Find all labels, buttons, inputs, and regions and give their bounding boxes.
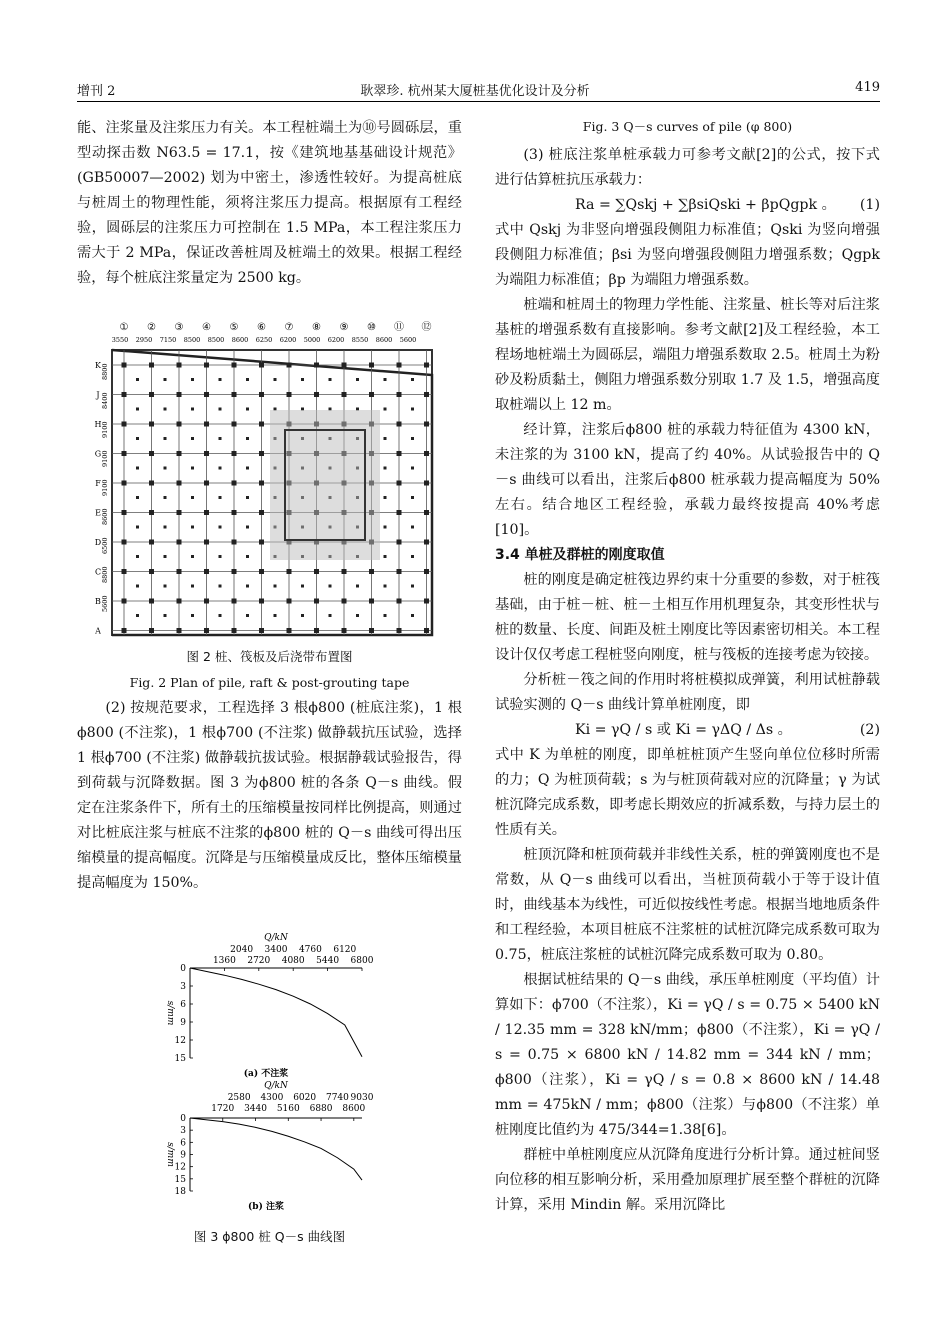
paragraph-10: 桩顶沉降和桩顶荷载并非线性关系，桩的弹簧刚度也不是常数，从 Q－s 曲线可以看出，当桩顶荷载小于等于设计值时，曲线基本为线性，可近似按线性考虑。根据当地地质条件和工程经验，本项目桩底不注浆桩的试桩沉降完成系数可取为 0.75，桩底注浆桩的试桩沉降完成系数可取为 0.80。 xyxy=(495,847,880,963)
pile-cap xyxy=(204,481,209,486)
plan-top-dimension: 6250 xyxy=(255,336,273,344)
plan-row-letter: F xyxy=(95,479,101,488)
plan-axis-number: ⑦ xyxy=(284,322,294,333)
pile-cap xyxy=(314,628,319,633)
pile-cap xyxy=(424,363,429,368)
chart-tick-top: 7740 xyxy=(325,1093,349,1103)
paragraph-1: 能、注浆量及注浆压力有关。本工程桩端土为⑩号圆砾层，重型动探击数 N63.5 = 17.1，按《建筑地基基础设计规范》(GB50007—2002) 划为中密土，渗透性较好。为提高桩底与桩周土的物理性能，须将注浆压力提高。根据原有工程经验，圆砾层的注浆压力可控制在 1.5 MPa，本工程注浆压力需大于 2 MPa，保证改善桩周及桩端土的效果。根据工程经验，每个桩底注浆量定为 2500 kg。 xyxy=(77,120,462,286)
pile-cap xyxy=(397,451,402,456)
plan-row-letter: D xyxy=(94,538,102,547)
pile-cap xyxy=(384,496,387,499)
pile-cap xyxy=(411,555,414,558)
pile-cap xyxy=(177,510,182,515)
pile-cap xyxy=(219,526,222,529)
chart-y-tick: 12 xyxy=(174,1036,186,1046)
qs-curve xyxy=(190,1118,362,1180)
pile-cap xyxy=(246,614,249,617)
pile-cap xyxy=(164,555,167,558)
pile-cap xyxy=(301,585,304,588)
pile-cap xyxy=(314,569,319,574)
pile-cap xyxy=(397,628,402,633)
equation-2-number: (2) xyxy=(859,722,880,738)
pile-cap xyxy=(369,628,374,633)
plan-top-dimension: 8550 xyxy=(351,336,369,344)
pile-cap xyxy=(232,422,237,427)
equation-1 xyxy=(495,193,880,218)
pile-cap xyxy=(356,585,359,588)
pile-cap xyxy=(219,437,222,440)
pile-cap xyxy=(397,569,402,574)
pile-cap xyxy=(384,555,387,558)
pile-cap xyxy=(424,540,429,545)
chart-tick-top: 2580 xyxy=(227,1093,251,1103)
pile-cap xyxy=(149,628,154,633)
pile-cap xyxy=(246,408,249,411)
pile-cap xyxy=(219,496,222,499)
pile-cap xyxy=(384,526,387,529)
equation-1-number: (1) xyxy=(859,197,880,213)
chart-y-tick: 9 xyxy=(180,1150,186,1161)
pile-cap xyxy=(164,378,167,381)
pile-cap xyxy=(219,378,222,381)
pile-cap xyxy=(246,496,249,499)
pile-cap xyxy=(122,540,127,545)
chart-y-tick: 6 xyxy=(180,1000,186,1010)
pile-cap xyxy=(342,628,347,633)
chart-tick-bottom: 4080 xyxy=(281,956,305,966)
pile-cap xyxy=(287,569,292,574)
left-column xyxy=(77,116,462,291)
pile-cap xyxy=(411,614,414,617)
chart-y-tick: 3 xyxy=(180,1126,186,1137)
pile-cap xyxy=(259,481,264,486)
pile-cap xyxy=(384,614,387,617)
pile-cap xyxy=(136,614,139,617)
pile-cap xyxy=(411,437,414,440)
paragraph-2: (2) 按规范要求，工程选择 3 根ϕ800 (桩底注浆)，1 根ϕ800 (不注浆)，1 根ϕ700 (不注浆) 做静载抗压试验，选择 1 根ϕ700 (不注浆) 做静载抗拔试验。根据静载试验报告，得到荷载与沉降数据。图 3 为ϕ800 桩的各条 Q－s 曲线。假定在注浆条件下，所有土的压缩模量按同样比例提高，则通过对比桩底注浆与桩底不注浆的ϕ800 桩的 Q－s 曲线可得出压缩模量的提高幅度。沉降是与压缩模量成反比，整体压缩模量提高幅度为 150%。 xyxy=(77,700,462,891)
pile-cap xyxy=(232,569,237,574)
plan-axis-number: ⑫ xyxy=(421,322,432,333)
pile-cap xyxy=(177,569,182,574)
pile-cap xyxy=(232,599,237,604)
chart-y-tick: 0 xyxy=(180,964,186,974)
plan-axis-number: ② xyxy=(147,322,156,333)
pile-cap xyxy=(397,392,402,397)
pile-cap xyxy=(397,599,402,604)
pile-cap xyxy=(164,437,167,440)
pile-cap xyxy=(177,451,182,456)
chart-not-grouted xyxy=(165,933,374,1079)
pile-cap xyxy=(191,555,194,558)
paragraph-6: 经计算，注浆后ϕ800 桩的承载力特征值为 4300 kN，未注浆的为 3100 kN，提高了约 40%。从试验报告中的 Q－s 曲线可以看出，注浆后ϕ800 桩承载力提高幅度为 50%左右。结合地区工程经验，承载力最终按提高 40%考虑[10]。 xyxy=(495,422,880,538)
paragraph-9: 式中 K 为单桩的刚度，即单桩桩顶产生竖向单位位移时所需的力；Q 为桩顶荷载；s 为与桩顶荷载对应的沉降量；γ 为试桩沉降完成系数，即考虑长期效应的折减系数，与持力层土的性质有关。 xyxy=(495,747,880,838)
pile-cap xyxy=(424,628,429,633)
chart-y-tick: 12 xyxy=(174,1162,186,1173)
pile-cap xyxy=(287,628,292,633)
pile-cap xyxy=(287,392,292,397)
chart-tick-top: 9030 xyxy=(350,1093,374,1103)
page-number: 419 xyxy=(855,80,880,95)
pile-cap xyxy=(411,496,414,499)
pile-cap xyxy=(287,599,292,604)
pile-cap xyxy=(384,378,387,381)
pile-cap xyxy=(136,526,139,529)
pile-cap xyxy=(219,408,222,411)
pile-cap xyxy=(149,451,154,456)
pile-cap xyxy=(424,392,429,397)
pile-cap xyxy=(314,599,319,604)
pile-cap xyxy=(122,451,127,456)
pile-cap xyxy=(204,569,209,574)
pile-cap xyxy=(246,526,249,529)
plan-side-dimension: 8800 xyxy=(101,363,109,380)
pile-cap xyxy=(164,408,167,411)
pile-cap xyxy=(369,569,374,574)
pile-cap xyxy=(136,408,139,411)
header-rule xyxy=(77,101,880,102)
pile-cap xyxy=(329,378,332,381)
plan-side-dimension: 9100 xyxy=(101,421,109,438)
pile-cap xyxy=(219,467,222,470)
plan-side-dimension: 5600 xyxy=(101,595,109,612)
pile-cap xyxy=(246,467,249,470)
plan-row-letter: H xyxy=(94,420,102,429)
chart-tick-bottom: 5160 xyxy=(276,1104,300,1114)
pile-cap xyxy=(149,363,154,368)
pile-cap xyxy=(122,363,127,368)
pile-cap xyxy=(232,540,237,545)
pile-cap xyxy=(424,510,429,515)
fig3-caption-en: Fig. 3 Q－s curves of pile (φ 800) xyxy=(582,119,793,134)
pile-cap xyxy=(136,437,139,440)
paragraph-7: 桩的刚度是确定桩筏边界约束十分重要的参数，对于桩筏基础，由于桩－桩、桩－土相互作用机理复杂，其变形性状与桩的数量、长度、间距及桩土刚度比等因素密切相关。本工程设计仅仅考虑工程桩竖向刚度，桩与筏板的连接考虑为铰接。 xyxy=(495,572,880,663)
plan-top-dimension: 8500 xyxy=(183,336,201,344)
right-column xyxy=(495,143,880,1218)
fig3-caption-cn: 图 3 ϕ800 桩 Q－s 曲线图 xyxy=(193,1229,346,1244)
pile-cap xyxy=(411,526,414,529)
plan-top-dimension: 2950 xyxy=(135,336,153,344)
plan-row-letter: C xyxy=(94,567,102,577)
pile-cap xyxy=(122,481,127,486)
pile-cap xyxy=(301,614,304,617)
pile-cap xyxy=(149,540,154,545)
pile-cap xyxy=(191,585,194,588)
pile-cap xyxy=(136,496,139,499)
pile-cap xyxy=(287,363,292,368)
pile-cap xyxy=(177,392,182,397)
qs-curve xyxy=(190,968,362,1057)
pile-cap xyxy=(369,363,374,368)
pile-cap xyxy=(397,481,402,486)
pile-cap xyxy=(342,569,347,574)
pile-cap xyxy=(164,585,167,588)
pile-cap xyxy=(149,569,154,574)
pile-cap xyxy=(397,510,402,515)
pile-cap xyxy=(149,481,154,486)
pile-cap xyxy=(122,628,127,633)
plan-side-dimension: 8400 xyxy=(101,392,109,409)
pile-cap xyxy=(191,437,194,440)
pile-cap xyxy=(204,510,209,515)
pile-cap xyxy=(191,467,194,470)
chart-title: (b) 注浆 xyxy=(248,1202,284,1212)
pile-cap xyxy=(329,614,332,617)
pile-cap xyxy=(259,451,264,456)
pile-cap xyxy=(424,451,429,456)
plan-row-letter: K xyxy=(95,361,101,370)
plan-row-letter: A xyxy=(95,626,101,636)
pile-cap xyxy=(177,363,182,368)
pile-cap xyxy=(232,363,237,368)
pile-cap xyxy=(259,599,264,604)
chart-tick-top: 6120 xyxy=(333,945,357,955)
pile-cap xyxy=(191,614,194,617)
pile-cap xyxy=(274,585,277,588)
plan-side-dimension: 6500 xyxy=(101,537,109,554)
running-title: 耿翠珍. 杭州某大厦桩基优化设计及分析 xyxy=(360,84,590,99)
pile-cap xyxy=(397,363,402,368)
plan-axis-number: ④ xyxy=(202,322,211,333)
pile-cap xyxy=(369,599,374,604)
pile-cap xyxy=(122,392,127,397)
pile-raft-plan-figure xyxy=(90,320,440,640)
pile-cap xyxy=(246,585,249,588)
pile-cap xyxy=(356,614,359,617)
pile-cap xyxy=(232,392,237,397)
pile-cap xyxy=(149,510,154,515)
pile-cap xyxy=(177,599,182,604)
chart-tick-top: 2040 xyxy=(230,945,254,955)
pile-cap xyxy=(329,585,332,588)
plan-top-dimension: 8500 xyxy=(207,336,225,344)
pile-cap xyxy=(411,467,414,470)
fig2-caption-cn: 图 2 桩、筏板及后浇带布置图 xyxy=(186,649,353,664)
pile-cap xyxy=(369,392,374,397)
chart-y-tick: 0 xyxy=(180,1114,186,1124)
chart-tick-bottom: 6880 xyxy=(309,1104,333,1114)
plan-row-letter: B xyxy=(95,597,101,606)
paragraph-4: 式中 Qskj 为非竖向增强段侧阻力标准值；Qski 为竖向增强段侧阻力标准值；βsi 为竖向增强段侧阻力增强系数；Qgpk 为端阻力标准值；βp 为端阻力增强系数。 xyxy=(495,222,880,288)
chart-y-tick: 15 xyxy=(174,1174,186,1185)
pile-cap xyxy=(384,437,387,440)
pile-cap xyxy=(136,378,139,381)
chart-tick-bottom: 1360 xyxy=(212,956,236,966)
pile-cap xyxy=(232,481,237,486)
pile-cap xyxy=(149,392,154,397)
paragraph-11: 根据试桩结果的 Q－s 曲线，承压单桩刚度（平均值）计算如下：ϕ700（不注浆），Ki = γQ / s = 0.75 × 5400 kN / 12.35 mm = 328 kN/mm；ϕ800（不注浆），Ki = γQ / s = 0.75 × 6800 kN / 14.82 mm = 344 kN / mm；ϕ800（注浆），Ki = γQ / s = 0.8 × 8600 kN / 14.48 mm = 475kN / mm；ϕ800（注浆）与ϕ800（不注浆）单桩刚度比值约为 475/344=1.38[6]。 xyxy=(495,972,880,1138)
pile-cap xyxy=(246,437,249,440)
chart-ylabel: s/mm xyxy=(165,1000,175,1026)
pile-cap xyxy=(164,526,167,529)
paragraph-8: 分析桩－筏之间的作用时将桩模拟成弹簧，利用试桩静载试验实测的 Q－s 曲线计算单桩刚度，即 xyxy=(495,672,880,713)
pile-cap xyxy=(191,496,194,499)
plan-row-letter: G xyxy=(94,449,102,459)
plan-top-dimension: 5600 xyxy=(399,336,417,344)
pile-cap xyxy=(122,569,127,574)
chart-ylabel: s/mm xyxy=(165,1142,175,1167)
plan-side-dimension: 9100 xyxy=(101,450,109,467)
chart-y-tick: 3 xyxy=(180,982,186,992)
plan-axis-number: ③ xyxy=(174,322,184,333)
pile-cap xyxy=(232,628,237,633)
chart-tick-bottom: 1720 xyxy=(211,1104,235,1114)
pile-cap xyxy=(191,378,194,381)
chart-tick-bottom: 2720 xyxy=(247,956,271,966)
pile-cap xyxy=(232,451,237,456)
plan-side-dimension: 9100 xyxy=(101,479,109,496)
pile-cap xyxy=(219,585,222,588)
pile-cap xyxy=(342,599,347,604)
chart-y-tick: 18 xyxy=(174,1187,186,1197)
plan-row-letter: J xyxy=(96,390,100,400)
pile-cap xyxy=(191,408,194,411)
plan-top-dimension: 8600 xyxy=(375,336,393,344)
chart-tick-top: 6020 xyxy=(293,1093,317,1103)
pile-cap xyxy=(246,378,249,381)
pile-cap xyxy=(259,628,264,633)
plan-axis-number: ⑧ xyxy=(312,322,321,333)
plan-side-dimension: 8600 xyxy=(101,508,109,525)
pile-cap xyxy=(259,363,264,368)
plan-top-dimension: 6200 xyxy=(327,336,345,344)
pile-cap xyxy=(149,599,154,604)
pile-cap xyxy=(301,378,304,381)
equation-1-body: Ra = ∑Qskj + ∑βsiQski + βpQgpk 。 xyxy=(575,197,836,213)
chart-xlabel: Q/kN xyxy=(264,1081,288,1091)
pile-cap xyxy=(259,392,264,397)
pile-cap xyxy=(411,585,414,588)
chart-y-tick: 15 xyxy=(174,1054,186,1064)
pile-cap xyxy=(177,540,182,545)
pile-cap xyxy=(397,540,402,545)
pile-cap xyxy=(259,510,264,515)
pile-cap xyxy=(384,467,387,470)
chart-tick-bottom: 5440 xyxy=(316,956,340,966)
plan-axis-number: ⑨ xyxy=(339,322,349,333)
pile-cap xyxy=(191,526,194,529)
pile-cap xyxy=(204,540,209,545)
pile-cap xyxy=(384,408,387,411)
pile-cap xyxy=(424,422,429,427)
chart-y-tick: 6 xyxy=(180,1138,186,1149)
plan-axis-number: ① xyxy=(119,322,129,333)
pile-cap xyxy=(164,467,167,470)
pile-cap xyxy=(177,628,182,633)
chart-tick-bottom: 8600 xyxy=(342,1104,366,1114)
pile-cap xyxy=(204,422,209,427)
plan-top-dimension: 5000 xyxy=(303,336,321,344)
pile-cap xyxy=(122,599,127,604)
chart-tick-bottom: 3440 xyxy=(244,1104,267,1114)
chart-title: (a) 不注浆 xyxy=(243,1069,289,1079)
pile-cap xyxy=(164,614,167,617)
pile-cap xyxy=(411,408,414,411)
plan-top-dimension: 8600 xyxy=(231,336,249,344)
pile-cap xyxy=(149,422,154,427)
pile-cap xyxy=(314,363,319,368)
fig2-caption-en: Fig. 2 Plan of pile, raft & post-grouting tape xyxy=(129,675,410,690)
plan-top-dimension: 3550 xyxy=(111,336,129,344)
pile-cap xyxy=(424,481,429,486)
pile-cap xyxy=(122,510,127,515)
pile-cap xyxy=(177,422,182,427)
chart-tick-top: 4300 xyxy=(260,1093,284,1103)
equation-2-body: Ki = γQ / s 或 Ki = γΔQ / Δs 。 xyxy=(575,722,792,738)
pile-cap xyxy=(342,392,347,397)
pile-cap xyxy=(219,614,222,617)
pile-cap xyxy=(397,422,402,427)
pile-cap xyxy=(424,599,429,604)
pile-cap xyxy=(411,378,414,381)
pile-cap xyxy=(424,569,429,574)
pile-cap xyxy=(384,585,387,588)
section-heading-3-4: 3.4 单桩及群桩的刚度取值 xyxy=(495,547,665,563)
equation-2 xyxy=(495,718,880,743)
pile-cap xyxy=(342,363,347,368)
pile-cap xyxy=(164,496,167,499)
paragraph-5: 桩端和桩周土的物理力学性能、注浆量、桩长等对后注浆基桩的增强系数有直接影响。参考文献[2]及工程经验，本工程场地桩端土为圆砾层，端阻力增强系数取 2.5。桩周土为粉砂及粉质黏土，侧阻力增强系数分别取 1.7 及 1.5，增强高度取桩端以上 12 m。 xyxy=(495,297,880,413)
journal-issue: 增刊 2 xyxy=(77,84,116,99)
pile-cap xyxy=(204,599,209,604)
plan-axis-number: ⑥ xyxy=(257,322,266,333)
plan-side-dimension: 8800 xyxy=(101,566,109,583)
pile-cap xyxy=(136,555,139,558)
chart-y-tick: 9 xyxy=(180,1018,186,1028)
pile-cap xyxy=(274,614,277,617)
pile-cap xyxy=(136,585,139,588)
chart-tick-top: 4760 xyxy=(298,945,322,955)
pile-cap xyxy=(204,451,209,456)
plan-top-dimension: 6200 xyxy=(279,336,297,344)
chart-tick-top: 3400 xyxy=(264,945,288,955)
pile-cap xyxy=(204,392,209,397)
left-column-lower xyxy=(77,696,462,896)
chart-xlabel: Q/kN xyxy=(264,933,288,943)
pile-cap xyxy=(177,481,182,486)
chart-grouted xyxy=(165,1081,374,1212)
pile-cap xyxy=(136,467,139,470)
pile-cap xyxy=(259,422,264,427)
pile-cap xyxy=(219,555,222,558)
pile-cap xyxy=(204,628,209,633)
plan-axis-number: ⑩ xyxy=(367,322,376,333)
chart-tick-bottom: 6800 xyxy=(350,956,374,966)
plan-top-dimension: 7150 xyxy=(159,336,177,344)
pile-cap xyxy=(204,363,209,368)
pile-cap xyxy=(314,392,319,397)
pile-cap xyxy=(259,540,264,545)
pile-cap xyxy=(246,555,249,558)
pile-cap xyxy=(274,378,277,381)
plan-row-letter: E xyxy=(95,508,101,518)
qs-curve-figure xyxy=(160,930,375,1220)
pile-cap xyxy=(232,510,237,515)
pile-cap xyxy=(356,378,359,381)
pile-cap xyxy=(122,422,127,427)
paragraph-12: 群桩中单桩刚度应从沉降角度进行分析计算。通过桩间竖向位移的相互影响分析，采用叠加原理扩展至整个群桩的沉降计算，采用 Mindin 解。采用沉降比 xyxy=(495,1147,880,1213)
plan-axis-number: ⑪ xyxy=(394,322,404,333)
paragraph-3: (3) 桩底注浆单桩承载力可参考文献[2]的公式，按下式进行估算桩抗压承载力： xyxy=(495,147,880,188)
pile-cap xyxy=(259,569,264,574)
plan-axis-number: ⑤ xyxy=(229,322,239,333)
